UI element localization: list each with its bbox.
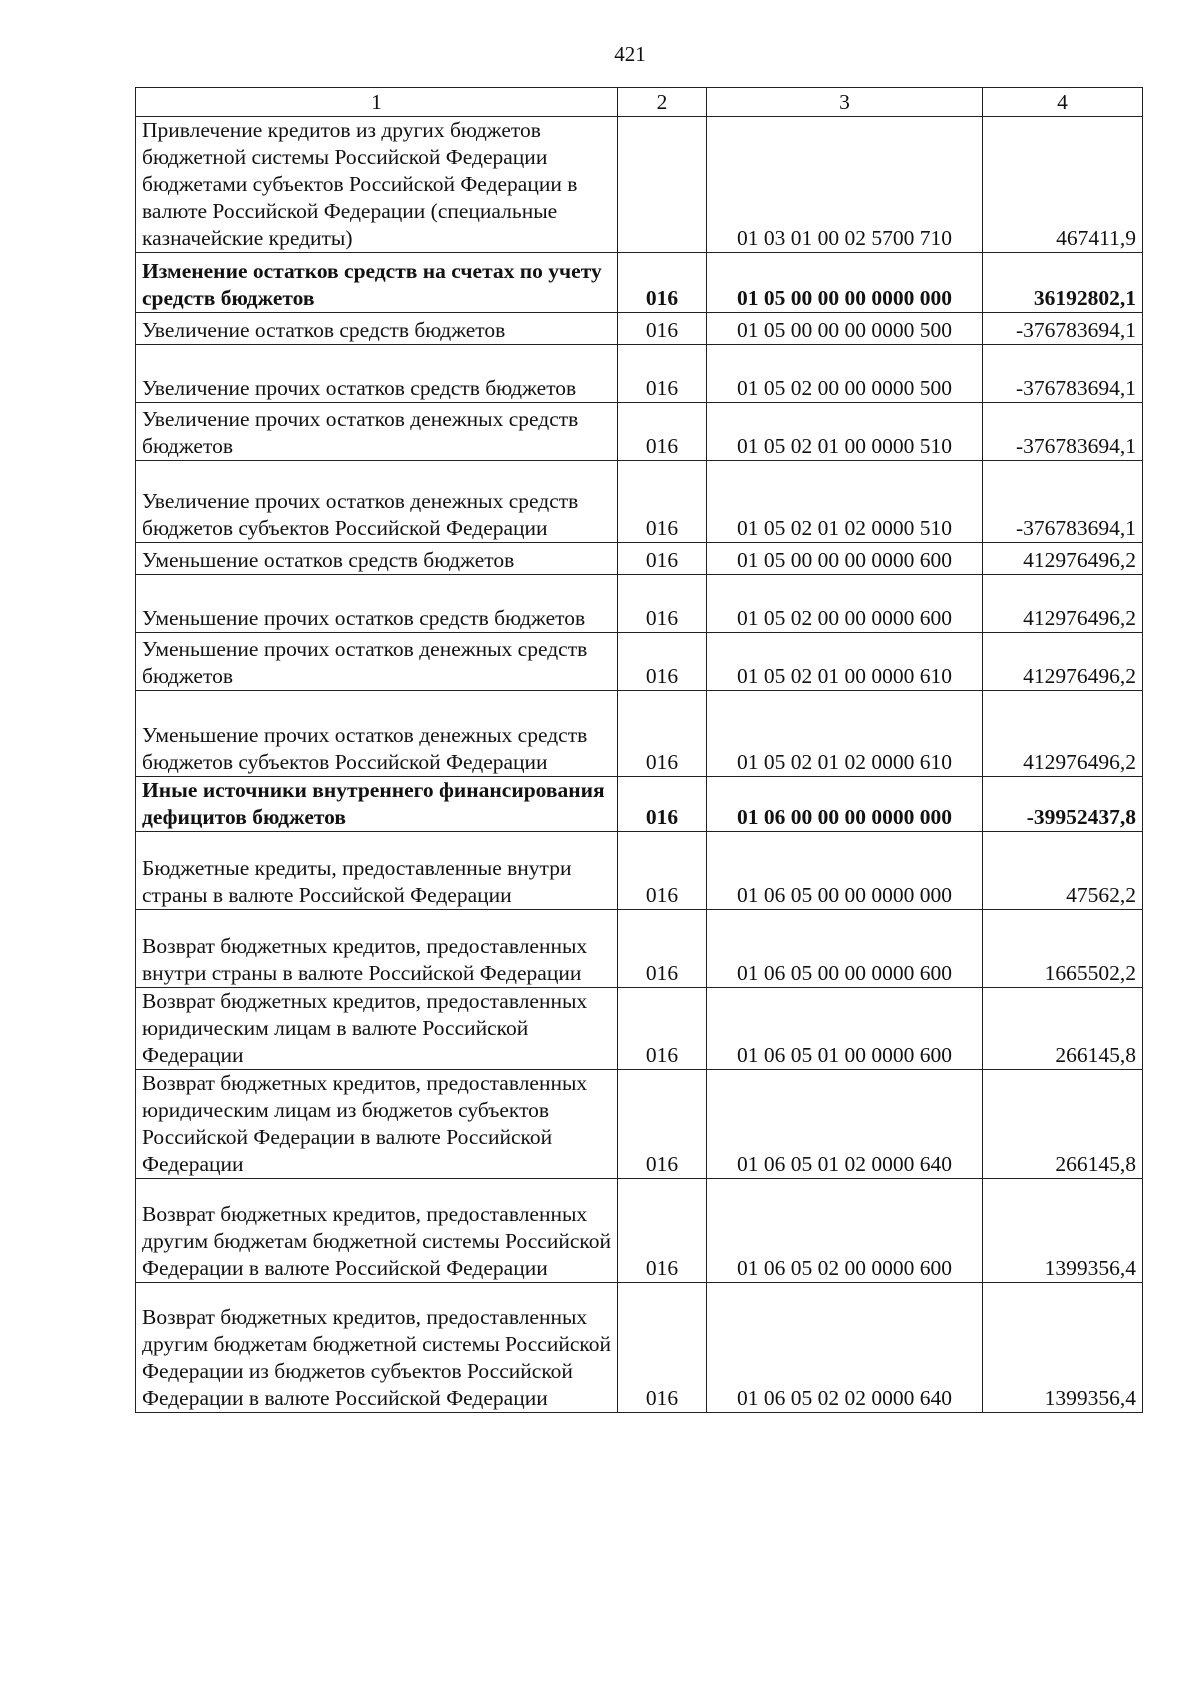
row-amount-cell: 1399356,4 xyxy=(983,1179,1143,1283)
row-name-cell: Привлечение кредитов из других бюджетов бюджетной системы Российской Федерации бюджетами субъектов Российской Федерации в валюте Российской Федерации (специальные казначейские кредиты) xyxy=(136,117,618,253)
row-code-cell: 016 xyxy=(618,691,707,777)
row-amount-cell: 1399356,4 xyxy=(983,1283,1143,1413)
row-name-cell: Увеличение прочих остатков денежных средств бюджетов субъектов Российской Федерации xyxy=(136,461,618,543)
row-amount-cell: -376783694,1 xyxy=(983,403,1143,461)
row-name-cell: Иные источники внутреннего финансирования дефицитов бюджетов xyxy=(136,777,618,832)
row-code-cell: 016 xyxy=(618,575,707,633)
row-amount-cell: -376783694,1 xyxy=(983,345,1143,403)
table-row xyxy=(136,345,1143,403)
row-kbk-cell: 01 05 00 00 00 0000 000 xyxy=(707,253,983,313)
row-kbk-cell: 01 05 00 00 00 0000 500 xyxy=(707,313,983,345)
row-code-cell: 016 xyxy=(618,403,707,461)
row-amount-cell: -39952437,8 xyxy=(983,777,1143,832)
row-kbk-cell: 01 05 02 01 00 0000 610 xyxy=(707,633,983,691)
row-amount-cell: 266145,8 xyxy=(983,1070,1143,1179)
row-code-cell: 016 xyxy=(618,461,707,543)
table-header xyxy=(136,88,1143,117)
row-kbk-cell: 01 05 00 00 00 0000 600 xyxy=(707,543,983,575)
row-name-cell: Уменьшение прочих остатков денежных средств бюджетов xyxy=(136,633,618,691)
row-kbk-cell: 01 05 02 00 00 0000 500 xyxy=(707,345,983,403)
row-amount-cell: 467411,9 xyxy=(983,117,1143,253)
row-name-cell: Изменение остатков средств на счетах по учету средств бюджетов xyxy=(136,253,618,313)
row-name-cell: Увеличение прочих остатков средств бюджетов xyxy=(136,345,618,403)
page-number: 421 xyxy=(614,42,646,66)
row-code-cell: 016 xyxy=(618,1283,707,1413)
row-code-cell: 016 xyxy=(618,988,707,1070)
row-name-cell: Уменьшение прочих остатков денежных средств бюджетов субъектов Российской Федерации xyxy=(136,691,618,777)
row-kbk-cell: 01 05 02 01 02 0000 510 xyxy=(707,461,983,543)
table-row xyxy=(136,253,1143,313)
header-col-1: 1 xyxy=(136,88,618,117)
row-code-cell: 016 xyxy=(618,832,707,910)
row-code-cell xyxy=(618,117,707,253)
table-body xyxy=(136,117,1143,1413)
header-col-2: 2 xyxy=(618,88,707,117)
table-row xyxy=(136,910,1143,988)
row-amount-cell: 266145,8 xyxy=(983,988,1143,1070)
row-code-cell: 016 xyxy=(618,543,707,575)
row-code-cell: 016 xyxy=(618,253,707,313)
table-row xyxy=(136,117,1143,253)
table-row xyxy=(136,988,1143,1070)
row-amount-cell: 412976496,2 xyxy=(983,543,1143,575)
row-kbk-cell: 01 06 05 00 00 0000 600 xyxy=(707,910,983,988)
row-name-cell: Возврат бюджетных кредитов, предоставленных внутри страны в валюте Российской Федерации xyxy=(136,910,618,988)
table-row xyxy=(136,1070,1143,1179)
row-kbk-cell: 01 06 00 00 00 0000 000 xyxy=(707,777,983,832)
table-row xyxy=(136,1283,1143,1413)
row-amount-cell: 412976496,2 xyxy=(983,691,1143,777)
row-name-cell: Бюджетные кредиты, предоставленные внутри страны в валюте Российской Федерации xyxy=(136,832,618,910)
row-code-cell: 016 xyxy=(618,313,707,345)
row-code-cell: 016 xyxy=(618,633,707,691)
row-code-cell: 016 xyxy=(618,1070,707,1179)
row-kbk-cell: 01 03 01 00 02 5700 710 xyxy=(707,117,983,253)
row-kbk-cell: 01 06 05 00 00 0000 000 xyxy=(707,832,983,910)
row-name-cell: Возврат бюджетных кредитов, предоставленных юридическим лицам из бюджетов субъектов Российской Федерации в валюте Российской Федерации xyxy=(136,1070,618,1179)
row-name-cell: Увеличение остатков средств бюджетов xyxy=(136,313,618,345)
row-kbk-cell: 01 05 02 01 02 0000 610 xyxy=(707,691,983,777)
row-name-cell: Уменьшение остатков средств бюджетов xyxy=(136,543,618,575)
table-row xyxy=(136,313,1143,345)
table-row xyxy=(136,1179,1143,1283)
row-amount-cell: 412976496,2 xyxy=(983,575,1143,633)
row-kbk-cell: 01 06 05 01 02 0000 640 xyxy=(707,1070,983,1179)
row-code-cell: 016 xyxy=(618,910,707,988)
table-row xyxy=(136,543,1143,575)
row-name-cell: Возврат бюджетных кредитов, предоставленных другим бюджетам бюджетной системы Российской Федерации в валюте Российской Федерации xyxy=(136,1179,618,1283)
row-kbk-cell: 01 05 02 01 00 0000 510 xyxy=(707,403,983,461)
table-row xyxy=(136,832,1143,910)
header-col-3: 3 xyxy=(707,88,983,117)
row-amount-cell: -376783694,1 xyxy=(983,313,1143,345)
row-amount-cell: 36192802,1 xyxy=(983,253,1143,313)
row-code-cell: 016 xyxy=(618,345,707,403)
table-row xyxy=(136,403,1143,461)
row-kbk-cell: 01 06 05 02 00 0000 600 xyxy=(707,1179,983,1283)
header-row xyxy=(136,88,1143,117)
budget-sources-table xyxy=(135,87,1143,1413)
row-name-cell: Увеличение прочих остатков денежных средств бюджетов xyxy=(136,403,618,461)
row-amount-cell: 47562,2 xyxy=(983,832,1143,910)
row-code-cell: 016 xyxy=(618,777,707,832)
row-kbk-cell: 01 06 05 01 00 0000 600 xyxy=(707,988,983,1070)
row-amount-cell: 1665502,2 xyxy=(983,910,1143,988)
row-amount-cell: 412976496,2 xyxy=(983,633,1143,691)
row-name-cell: Возврат бюджетных кредитов, предоставленных юридическим лицам в валюте Российской Федерации xyxy=(136,988,618,1070)
row-kbk-cell: 01 06 05 02 02 0000 640 xyxy=(707,1283,983,1413)
row-name-cell: Уменьшение прочих остатков средств бюджетов xyxy=(136,575,618,633)
row-name-cell: Возврат бюджетных кредитов, предоставленных другим бюджетам бюджетной системы Российской Федерации из бюджетов субъектов Российской Федерации в валюте Российской Федерации xyxy=(136,1283,618,1413)
row-amount-cell: -376783694,1 xyxy=(983,461,1143,543)
table-row xyxy=(136,461,1143,543)
table-row xyxy=(136,691,1143,777)
table-row xyxy=(136,777,1143,832)
row-kbk-cell: 01 05 02 00 00 0000 600 xyxy=(707,575,983,633)
row-code-cell: 016 xyxy=(618,1179,707,1283)
table-row xyxy=(136,575,1143,633)
header-col-4: 4 xyxy=(983,88,1143,117)
table-row xyxy=(136,633,1143,691)
